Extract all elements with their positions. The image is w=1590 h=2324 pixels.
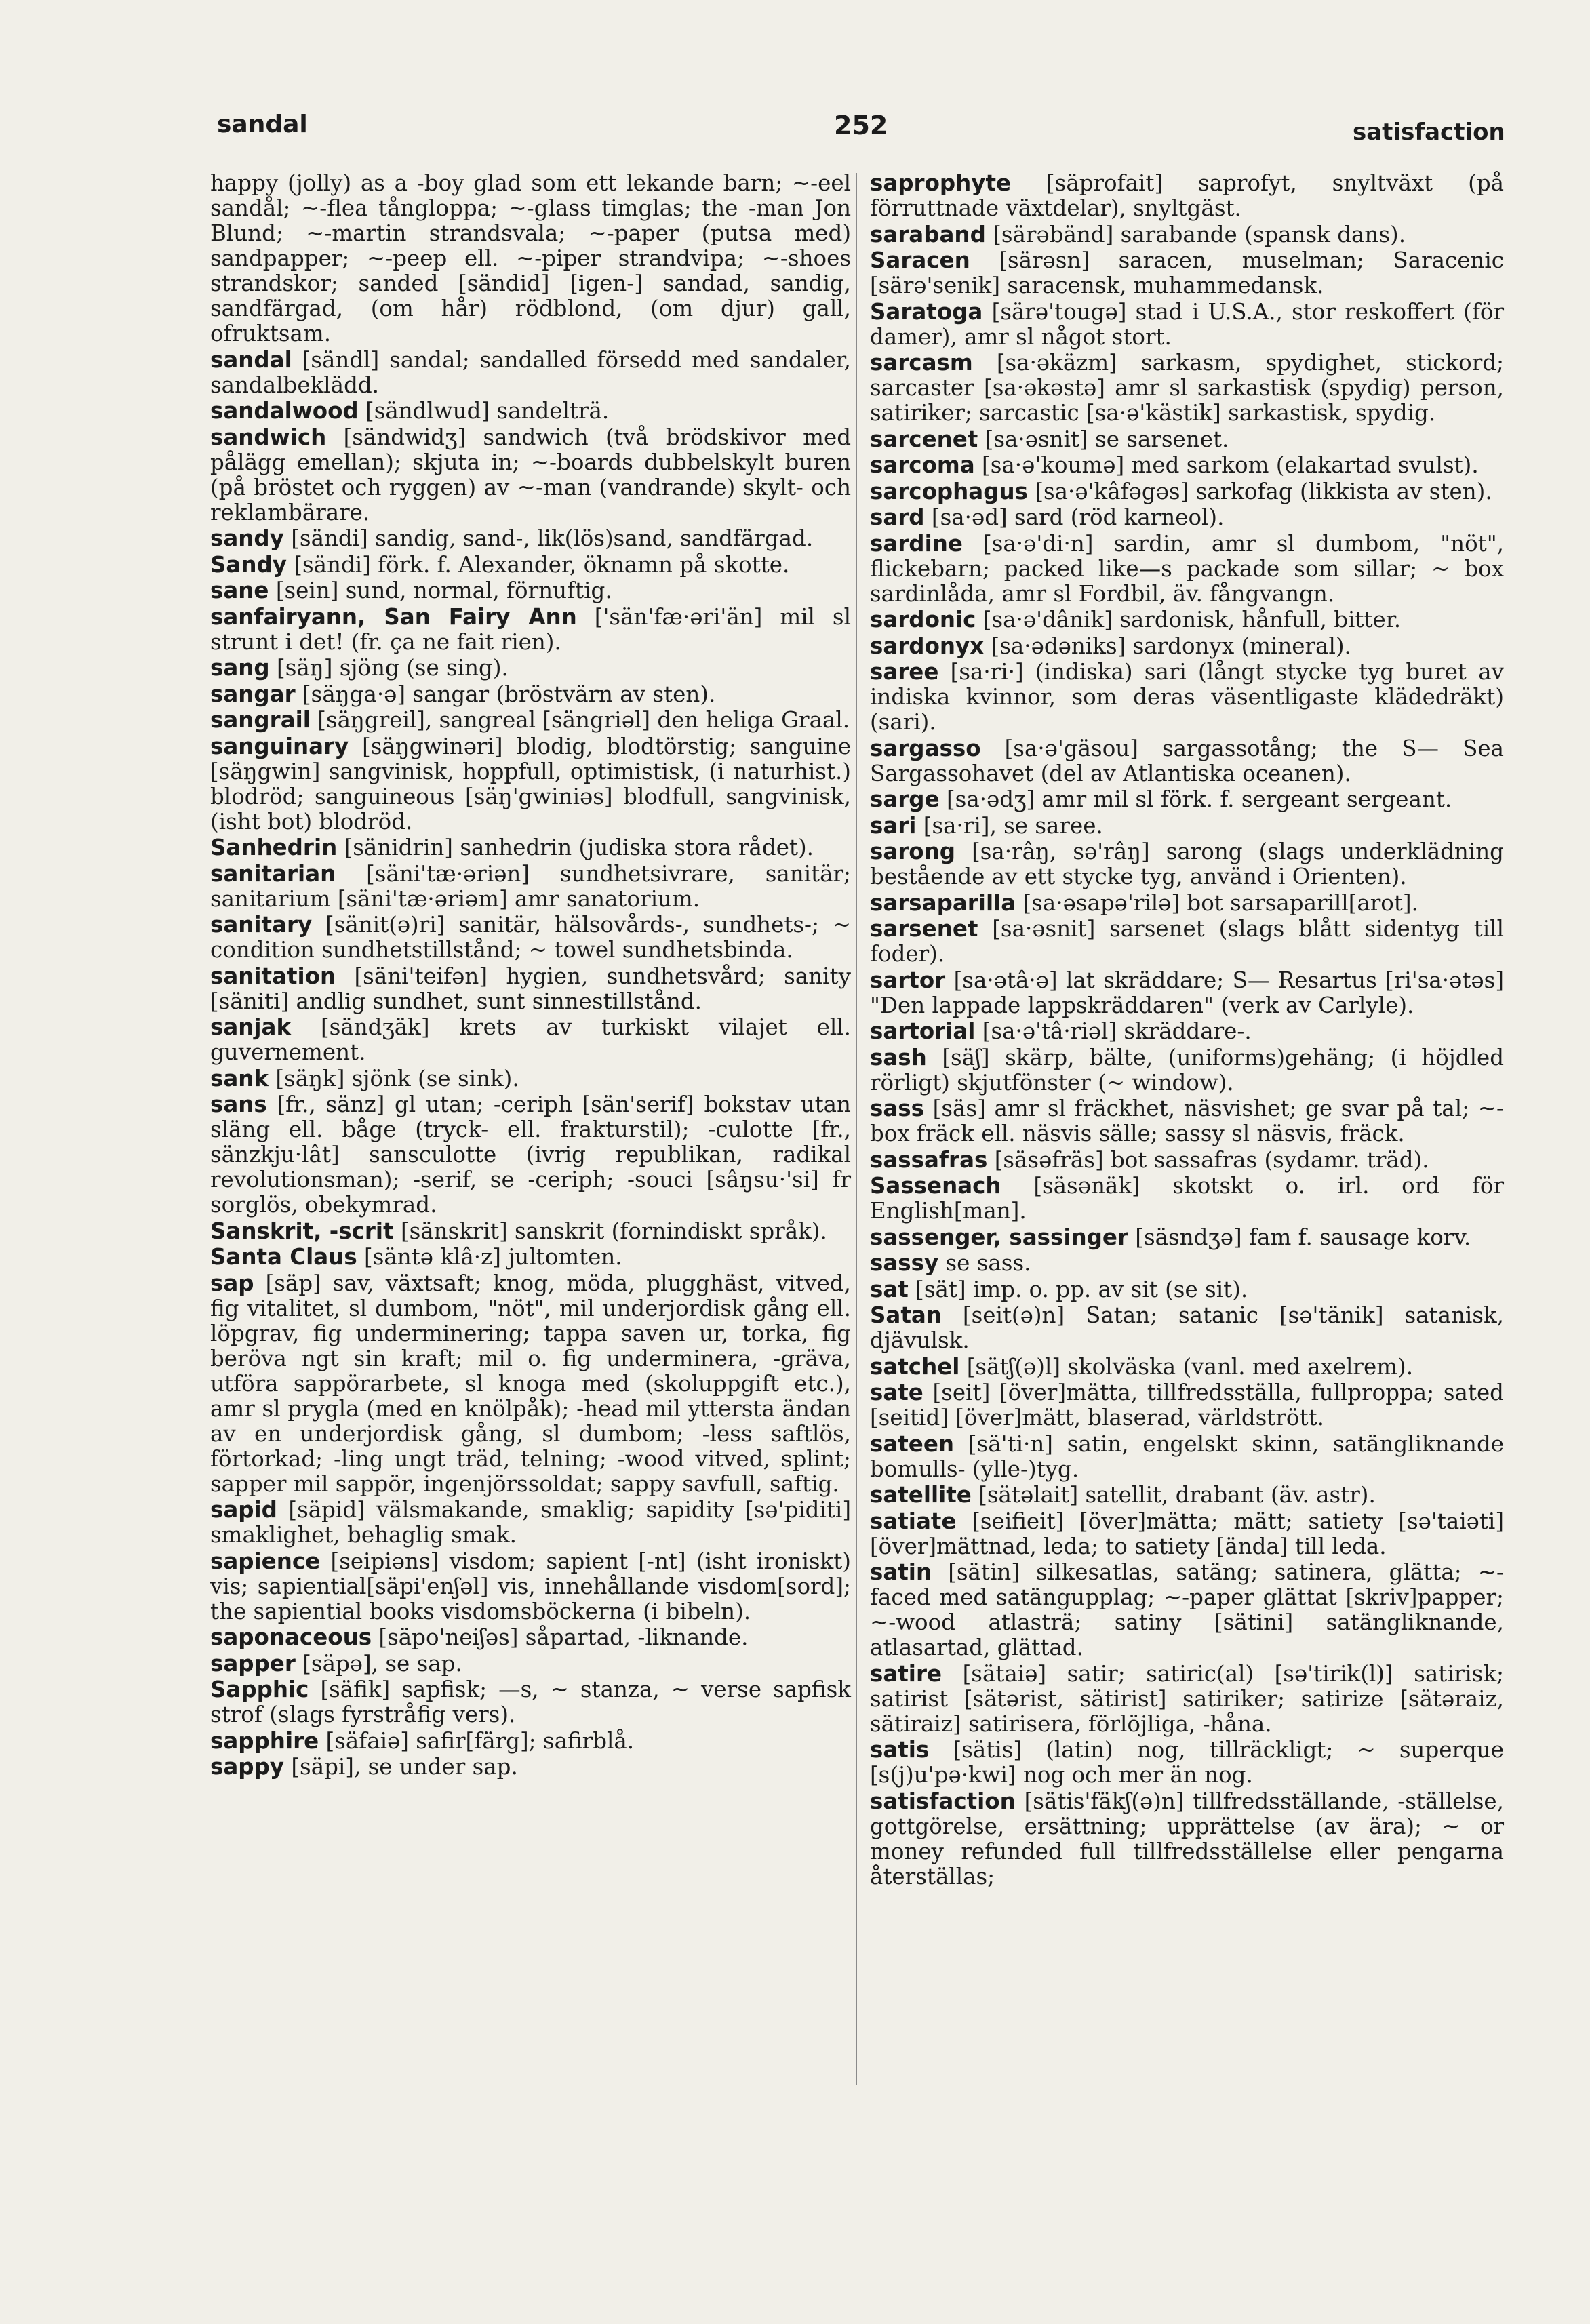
entry-definition: [säsəfräs] bot sassafras (sydamr. träd).: [994, 1146, 1429, 1173]
entry-headword: sappy: [210, 1754, 284, 1780]
entry-headword: sanitation: [210, 963, 336, 989]
column-divider: [856, 173, 857, 2085]
entry-definition: [säŋ] sjöng (se sing).: [277, 655, 509, 681]
dictionary-entry: [870, 839, 1504, 889]
entry-definition: [sänskrit] sanskrit (fornindiskt språk).: [400, 1218, 827, 1244]
entry-definition: [säŋgwinəri] blodig, blodtörstig; sanguine [säŋgwin] sangvinisk, hoppfull, optimistisk, (i naturhist.) blodröd; sanguineous [säŋ'gwiniəs] blodfull, sangvinisk, (isht bot) blodröd.: [210, 733, 851, 835]
entry-definition: [sein] sund, normal, förnuftig.: [275, 578, 612, 603]
entry-definition: [sa·ədəniks] sardonyx (mineral).: [991, 633, 1351, 659]
dictionary-entry: [870, 634, 1504, 659]
entry-headword: sarcenet: [870, 426, 978, 452]
dictionary-entry: [210, 1498, 851, 1548]
entry-definition: [sätʃ(ə)l] skolväska (vanl. med axelrem).: [966, 1353, 1414, 1380]
entry-headword: sangrail: [210, 707, 311, 733]
left-column: [210, 171, 851, 1781]
dictionary-entry: [870, 1662, 1504, 1737]
dictionary-entry: [210, 1625, 851, 1650]
entry-definition: [sändl] sandal; sandalled försedd med sandaler, sandalbeklädd.: [210, 346, 851, 398]
page-header: [0, 111, 1590, 151]
entry-headword: Satan: [870, 1302, 942, 1328]
entry-definition: [säŋgreil], sangreal [sängriəl] den heliga Graal.: [317, 707, 850, 733]
entry-headword: sarsenet: [870, 916, 978, 942]
entry-headword: sapphire: [210, 1727, 319, 1754]
dictionary-entry: [870, 171, 1504, 221]
entry-headword: Sassenach: [870, 1173, 1001, 1199]
dictionary-entry: [210, 526, 851, 551]
dictionary-entry: [870, 222, 1504, 247]
dictionary-entry: [870, 1277, 1504, 1302]
dictionary-entry: [870, 1148, 1504, 1173]
entry-definition: [seit] [över]mätta, tillfredsställa, fullproppa; sated [seitid] [över]mätt, blaserad, världstrött.: [870, 1380, 1504, 1430]
dictionary-entry: [210, 1651, 851, 1677]
entry-definition: [sändʒäk] krets av turkiskt vilajet ell. guvernement.: [210, 1014, 851, 1065]
entry-definition: [säni'teifən] hygien, sundhetsvård; sanity [säniti] andlig sundhet, sunt sinnestillstånd.: [210, 963, 851, 1014]
entry-headword: satire: [870, 1660, 942, 1687]
entry-headword: satellite: [870, 1482, 972, 1508]
dictionary-entry: [210, 1245, 851, 1270]
entry-definition: [sätəlait] satellit, drabant (äv. astr).: [978, 1482, 1376, 1508]
entry-definition: [särəsn] saracen, muselman; Saracenic [särə'senik] saracensk, muhammedansk.: [870, 247, 1504, 298]
entry-definition: [sätis'fäkʃ(ə)n] tillfredsställande, -ställelse, gottgörelse, ersättning; upprättelse (av ära); ~ or money refunded full tillfredsställelse eller pengarna återställas;: [870, 1788, 1504, 1889]
entry-headword: sargasso: [870, 735, 981, 761]
entry-definition: [säsənäk] skotskt o. irl. ord för English[man].: [870, 1173, 1504, 1224]
entry-headword: sank: [210, 1065, 269, 1091]
entry-definition: [sa·ə'dânik] sardonisk, hånfull, bitter.: [982, 607, 1402, 633]
entry-headword: sangar: [210, 681, 296, 707]
dictionary-entry: [210, 913, 851, 963]
entry-definition: [sa·ə'tâ·riəl] skräddare-.: [982, 1018, 1252, 1044]
dictionary-entry: [870, 1045, 1504, 1096]
entry-definition: [sa·əsnit] se sarsenet.: [985, 426, 1229, 452]
left-running-headword: sandal: [217, 111, 308, 138]
dictionary-entry: [870, 300, 1504, 350]
dictionary-entry: [870, 1789, 1504, 1889]
entry-definition: [säni'tæ·əriən] sundhetsivrare, sanitär; sanitarium [säni'tæ·əriəm] amr sanatorium.: [210, 860, 851, 912]
entry-definition: [seit(ə)n] Satan; satanic [sə'tänik] satanisk, djävulsk.: [870, 1302, 1504, 1353]
right-column: [870, 171, 1504, 1890]
dictionary-entry: [210, 1092, 851, 1218]
entry-headword: sarcasm: [870, 350, 973, 376]
entry-headword: sandal: [210, 346, 292, 373]
entry-definition: [säpid] välsmakande, smaklig; sapidity [sə'piditi] smaklighet, behaglig smak.: [210, 1497, 851, 1548]
entry-headword: sans: [210, 1091, 267, 1117]
dictionary-entry: [210, 1677, 851, 1727]
entry-headword: sang: [210, 655, 270, 681]
entry-headword: Saracen: [870, 247, 970, 273]
entry-headword: sane: [210, 578, 269, 603]
entry-definition: [sa·ədʒ] amr mil sl förk. f. sergeant sergeant.: [946, 786, 1452, 812]
dictionary-entry: [210, 656, 851, 681]
entry-definition: [sätaiə] satir; satiric(al) [sə'tirik(l)] satirisk; satirist [sätərist, sätirist] satiriker; satirize [sätəraiz, sätiraiz] satirisera, förlöjliga, -håna.: [870, 1660, 1504, 1737]
entry-definition: [seipiəns] visdom; sapient [-nt] (isht ironiskt) vis; sapiential[säpi'enʃəl] vis, innehållande visdom[sord]; the sapiential books visdomsböckerna (i bibeln).: [210, 1548, 851, 1624]
entry-definition: [sätis] (latin) nog, tillräckligt; ~ superque [s(j)u'pə·kwi] nog och mer än nog.: [870, 1737, 1504, 1788]
entry-headword: Sandy: [210, 551, 287, 578]
entry-definition: [sa·əd] sard (röd karneol).: [931, 504, 1225, 530]
entry-headword: sateen: [870, 1430, 955, 1457]
entry-definition: happy (jolly) as a -boy glad som ett lekande barn; ~-eel sandål; ~-flea tångloppa; ~-glass timglas; the -man Jon Blund; ~-martin strandsvala; ~-paper (putsa med) sandpapper; ~-peep ell. ~-piper strandvipa; ~-shoes strandskor; sanded [sändid] [igen-] sandad, sandig, sandfärgad, (om hår) rödblond, (om djur) gall, ofruktsam.: [210, 170, 851, 346]
entry-definition: [sändi] förk. f. Alexander, öknamn på skotte.: [294, 551, 790, 578]
entry-headword: sass: [870, 1096, 924, 1121]
entry-headword: sandalwood: [210, 398, 359, 424]
entry-headword: sanitary: [210, 912, 313, 938]
dictionary-entry: [210, 1729, 851, 1754]
entry-headword: satisfaction: [870, 1788, 1016, 1814]
entry-headword: sarsaparilla: [870, 889, 1016, 916]
dictionary-entry: [870, 1303, 1504, 1353]
entry-headword: sassenger, sassinger: [870, 1224, 1128, 1250]
entry-headword: sassafras: [870, 1146, 988, 1173]
entry-definition: [sa·ə'kâfəgəs] sarkofag (likkista av sten).: [1035, 478, 1492, 504]
dictionary-entry: [870, 453, 1504, 478]
dictionary-entry: [870, 1174, 1504, 1224]
entry-definition: [säʃ] skärp, bälte, (uniforms)gehäng; (i höjdled rörligt) skjutfönster (~ window).: [870, 1044, 1504, 1096]
entry-definition: [sa·ri·] (indiska) sari (långt stycke tyg buret av indiska kvinnor, som deras väsentligaste klädedräkt) (sari).: [870, 659, 1504, 735]
entry-headword: saponaceous: [210, 1624, 372, 1650]
entry-definition: [sa·ə'di·n] sardin, amr sl dumbom, "nöt", flickebarn; packed like—s packade som sillar; ~ box sardinlåda, amr sl Fordbil, äv. fångvangn.: [870, 530, 1504, 607]
dictionary-entry: [870, 1096, 1504, 1146]
entry-headword: satin: [870, 1559, 932, 1585]
dictionary-entry: [210, 1066, 851, 1091]
entry-definition: [sa·əsnit] sarsenet (slags blått sidentyg till foder).: [870, 916, 1504, 967]
dictionary-entry: [870, 607, 1504, 633]
entry-definition: [säfik] sapfisk; —s, ~ stanza, ~ verse sapfisk strof (slags fyrstråfig vers).: [210, 1677, 851, 1727]
entry-definition: [säs] amr sl fräckhet, näsvishet; ge svar på tal; ~-box fräck ell. näsvis sälle; sassy sl näsvis, fräck.: [870, 1096, 1504, 1146]
dictionary-entry: [210, 348, 851, 398]
entry-headword: sassy: [870, 1250, 939, 1276]
dictionary-entry: [870, 891, 1504, 916]
dictionary-entry: [210, 835, 851, 860]
entry-definition: [fr., sänz] gl utan; -ceriph [sän'serif] bokstav utan släng ell. båge (tryck- ell. frakturstil); -culotte [fr., sänzkju·lât] sansculotte (ivrig republikan, radikal revolutionsman); -serif, se -ceriph; -souci [sâŋsu·'si] fr sorglös, obekymrad.: [210, 1091, 851, 1218]
entry-headword: saraband: [870, 221, 986, 247]
entry-headword: Sapphic: [210, 1677, 309, 1702]
entry-headword: sanfairyann, San Fairy Ann: [210, 603, 577, 630]
entry-definition: [sä'ti·n] satin, engelskt skinn, satängliknande bomulls- (ylle-)tyg.: [870, 1430, 1504, 1482]
entry-headword: sash: [870, 1044, 927, 1070]
dictionary-entry: [210, 425, 851, 525]
entry-headword: sapid: [210, 1497, 277, 1523]
entry-headword: sardonyx: [870, 633, 985, 659]
dictionary-entry: [870, 1738, 1504, 1788]
entry-definition: [säp] sav, växtsaft; knog, möda, plugghäst, vitved, fig vitalitet, sl dumbom, "nöt", mil underjordisk gång ell. löpgrav, fig underminering; tappa saven ur, torka, fig beröva ngt sin kraft; mil o. fig underminera, -gräva, utföra sappörarbete, sl knoga med (skoluppgift etc.), amr sl prygla (med en knölpåk); -head mil yttersta ändan av en underjordisk gång, sl dumbom; -less saftlös, förtorkad; -ling ungt träd, telning; -wood vitved, splint; sapper mil sappör, ingenjörssoldat; sappy savfull, saftig.: [210, 1270, 851, 1497]
entry-definition: [säsndʒə] fam f. sausage korv.: [1135, 1224, 1471, 1250]
entry-headword: sartorial: [870, 1018, 976, 1044]
dictionary-entry: [870, 736, 1504, 786]
entry-headword: sandwich: [210, 424, 327, 450]
dictionary-entry: [870, 814, 1504, 839]
entry-headword: sarong: [870, 839, 956, 864]
entry-definition: [säpi], se under sap.: [291, 1754, 518, 1780]
dictionary-entry: [870, 427, 1504, 452]
entry-headword: sanjak: [210, 1014, 292, 1040]
entry-definition: [säŋga·ə] sangar (bröstvärn av sten).: [302, 681, 716, 707]
dictionary-entry: [210, 708, 851, 733]
entry-headword: sarcophagus: [870, 478, 1028, 504]
entry-headword: Santa Claus: [210, 1244, 357, 1270]
entry-headword: sardonic: [870, 607, 976, 633]
dictionary-entry: [210, 1549, 851, 1624]
entry-headword: sandy: [210, 525, 284, 551]
dictionary-entry: [210, 1271, 851, 1497]
entry-headword: sate: [870, 1380, 923, 1405]
entry-headword: saree: [870, 659, 939, 685]
entry-headword: satiate: [870, 1508, 957, 1534]
dictionary-entry: [210, 1755, 851, 1780]
page-number: 252: [834, 111, 888, 140]
dictionary-entry: [210, 578, 851, 603]
entry-definition: se sass.: [945, 1250, 1031, 1276]
entry-headword: sapience: [210, 1548, 321, 1574]
dictionary-entry: [870, 1019, 1504, 1044]
dictionary-entry: [210, 964, 851, 1014]
dictionary-entry: [870, 1355, 1504, 1380]
entry-definition: [sändwidʒ] sandwich (två brödskivor med pålägg emellan); skjuta in; ~-boards dubbelskylt buren (på bröstet och ryggen) av ~-man (vandrande) skylt- och reklambärare.: [210, 424, 851, 525]
entry-definition: [sa·ə'gäsou] sargassotång; the S— Sea Sargassohavet (del av Atlantiska oceanen).: [870, 735, 1504, 786]
dictionary-entry: [870, 248, 1504, 298]
dictionary-entry: [870, 1432, 1504, 1482]
dictionary-entry: [210, 553, 851, 578]
entry-definition: [sändlwud] sandelträ.: [365, 398, 610, 424]
entry-headword: satis: [870, 1737, 930, 1763]
dictionary-entry: [210, 1015, 851, 1065]
entry-definition: [säprofait] saprofyt, snyltväxt (på förruttnade växtdelar), snyltgäst.: [870, 170, 1504, 221]
dictionary-entry: [870, 1560, 1504, 1660]
entry-definition: [sa·ə'koumə] med sarkom (elakartad svulst).: [982, 452, 1479, 478]
entry-headword: satchel: [870, 1353, 960, 1380]
dictionary-entry: [210, 399, 851, 424]
entry-headword: sanguinary: [210, 733, 349, 759]
right-running-headword: satisfaction: [1353, 119, 1505, 146]
entry-headword: sarge: [870, 786, 940, 812]
entry-headword: sard: [870, 504, 925, 530]
dictionary-entry: [870, 1483, 1504, 1508]
entry-headword: Sanskrit, -scrit: [210, 1218, 394, 1244]
entry-definition: [sänit(ə)ri] sanitär, hälsovårds-, sundhets-; ~ condition sundhetstillstånd; ~ towel sundhetsbinda.: [210, 912, 851, 963]
entry-headword: sat: [870, 1276, 909, 1302]
entry-definition: [särəbänd] sarabande (spansk dans).: [993, 221, 1406, 247]
dictionary-entry: [210, 171, 851, 346]
entry-definition: [sa·ətâ·ə] lat skräddare; S— Resartus [ri'sa·ətəs] "Den lappade lappskräddaren" (verk av Carlyle).: [870, 967, 1504, 1018]
dictionary-entry: [870, 350, 1504, 426]
entry-definition: [säfaiə] safir[färg]; safirblå.: [325, 1727, 635, 1754]
dictionary-entry: [870, 968, 1504, 1018]
entry-headword: sap: [210, 1270, 254, 1296]
entry-definition: [sa·râŋ, sə'râŋ] sarong (slags underklädning bestående av ett stycke tyg, använd i Orienten).: [870, 839, 1504, 889]
entry-definition: [sänidrin] sanhedrin (judiska stora rådet).: [344, 835, 814, 860]
dictionary-entry: [870, 532, 1504, 607]
entry-headword: sartor: [870, 967, 946, 993]
entry-headword: sardine: [870, 530, 963, 557]
dictionary-entry: [870, 1509, 1504, 1559]
entry-definition: [säpə], se sap.: [302, 1650, 462, 1677]
dictionary-entry: [870, 1251, 1504, 1276]
entry-headword: sarcoma: [870, 452, 975, 478]
entry-definition: [säntə klâ·z] jultomten.: [364, 1244, 622, 1270]
dictionary-entry: [210, 605, 851, 655]
entry-headword: Saratoga: [870, 298, 983, 325]
entry-headword: saprophyte: [870, 170, 1012, 196]
entry-definition: ['sän'fæ·əri'än] mil sl strunt i det! (fr. ça ne fait rien).: [210, 603, 851, 655]
entry-headword: sari: [870, 812, 917, 839]
entry-definition: [säpo'neiʃəs] såpartad, -liknande.: [378, 1624, 749, 1650]
dictionary-entry: [870, 505, 1504, 530]
dictionary-entry: [870, 1225, 1504, 1250]
entry-definition: [säŋk] sjönk (se sink).: [275, 1065, 519, 1091]
entry-definition: [sätin] silkesatlas, satäng; satinera, glätta; ~-faced med satängupplag; ~-paper glättat [skriv]papper; ~-wood atlasträ; satiny [sätini] satängliknande, atlasartad, glättad.: [870, 1559, 1504, 1660]
dictionary-entry: [210, 734, 851, 835]
entry-definition: [sändi] sandig, sand-, lik(lös)sand, sandfärgad.: [291, 525, 814, 551]
dictionary-entry: [870, 787, 1504, 812]
dictionary-entry: [870, 917, 1504, 967]
entry-headword: sapper: [210, 1650, 296, 1677]
dictionary-entry: [210, 682, 851, 707]
entry-definition: [sa·əkäzm] sarkasm, spydighet, stickord; sarcaster [sa·əkəstə] amr sl sarkastisk (spydig) person, satiriker; sarcastic [sa·ə'kästik] sarkastisk, spydig.: [870, 350, 1504, 426]
entry-definition: [sät] imp. o. pp. av sit (se sit).: [915, 1276, 1248, 1302]
entry-definition: [särə'tougə] stad i U.S.A., stor reskoffert (för damer), amr sl något stort.: [870, 298, 1504, 350]
dictionary-entry: [870, 479, 1504, 504]
entry-definition: [seifieit] [över]mätta; mätt; satiety [sə'taiəti] [över]mättnad, leda; to satiety [ända] till leda.: [870, 1508, 1504, 1559]
entry-definition: [sa·ri], se saree.: [923, 812, 1103, 839]
dictionary-entry: [870, 1380, 1504, 1430]
dictionary-entry: [870, 660, 1504, 735]
entry-definition: [sa·əsapə'rilə] bot sarsaparill[arot].: [1022, 889, 1418, 916]
dictionary-entry: [210, 862, 851, 912]
dictionary-entry: [210, 1219, 851, 1244]
entry-headword: Sanhedrin: [210, 835, 338, 860]
entry-headword: sanitarian: [210, 860, 336, 887]
